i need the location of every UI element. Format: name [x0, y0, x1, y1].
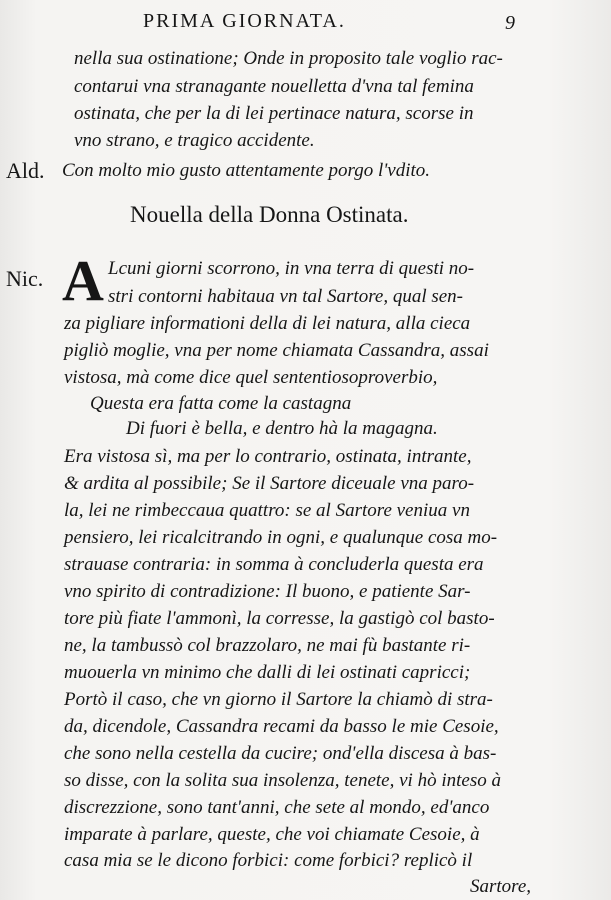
text-line: Portò il caso, che vn giorno il Sartore la chiamò di stra-	[64, 689, 493, 710]
page-number: 9	[505, 12, 515, 34]
text-line: ne, la tambussò col brazzolaro, ne mai fù bastante ri-	[64, 635, 471, 656]
bleed-through-text	[511, 0, 611, 900]
text-line: so disse, con la solita sua insolenza, tenete, vi hò inteso à	[64, 770, 501, 791]
text-line: strauase contraria: in somma à concluderla questa era	[64, 554, 484, 575]
ald-line: Con molto mio gusto attentamente porgo l'vdito.	[62, 160, 431, 181]
novella-title: Nouella della Donna Ostinata.	[130, 202, 409, 227]
text-line: Lcuni giorni scorrono, in vna terra di questi no-	[108, 258, 475, 279]
text-line: ostinata, che per la di lei pertinace natura, scorse in	[74, 103, 474, 124]
text-line: nella sua ostinatione; Onde in proposito tale voglio rac-	[74, 48, 503, 69]
text-line: contarui vna stranagante nouelletta d'vna tal femina	[74, 76, 474, 97]
text-line: muouerla vn minimo che dalli di lei ostinati capricci;	[64, 662, 471, 683]
text-line: Era vistosa sì, ma per lo contrario, ostinata, intrante,	[64, 446, 472, 467]
drop-cap: A	[62, 248, 104, 313]
text-line: pensiero, lei ricalcitrando in ogni, e qualunque cosa mo-	[64, 527, 498, 548]
text-line: vno spirito di contradizione: Il buono, e patiente Sar-	[64, 581, 471, 602]
text-line: stri contorni habitaua vn tal Sartore, qual sen-	[108, 286, 464, 307]
text-line: che sono nella cestella da cucire; ond'ella discesa à bas-	[64, 743, 497, 764]
verse-line: Di fuori è bella, e dentro hà la magagna.	[126, 418, 438, 439]
page-header	[0, 10, 611, 44]
speaker-ald: Ald.	[6, 158, 45, 183]
text-line: za pigliare informationi della di lei natura, alla cieca	[64, 313, 471, 334]
text-line: & ardita al possibile; Se il Sartore diceuale vna paro-	[64, 473, 475, 494]
text-line: discrezzione, sono tant'anni, che sete al mondo, ed'anco	[64, 797, 490, 818]
running-title: PRIMA GIORNATA.	[143, 10, 346, 32]
text-line: vistosa, mà come dice quel sententiosoproverbio,	[64, 367, 438, 388]
text-line: da, dicendole, Cassandra recami da basso le mie Cesoie,	[64, 716, 499, 737]
text-line: casa mia se le dicono forbici: come forbici? replicò il	[64, 850, 473, 871]
catchword: Sartore,	[470, 876, 532, 897]
text-line: pigliò moglie, vna per nome chiamata Cassandra, assai	[64, 340, 489, 361]
speaker-nic: Nic.	[6, 266, 44, 291]
text-line: imparate à parlare, queste, che voi chiamate Cesoie, à	[64, 824, 480, 845]
text-line: tore più fiate l'ammonì, la corresse, la gastigò col basto-	[64, 608, 495, 629]
verse-line: Questa era fatta come la castagna	[90, 393, 352, 414]
text-line: la, lei ne rimbeccaua quattro: se al Sartore veniua vn	[64, 500, 470, 521]
text-line: vno strano, e tragico accidente.	[74, 130, 315, 151]
